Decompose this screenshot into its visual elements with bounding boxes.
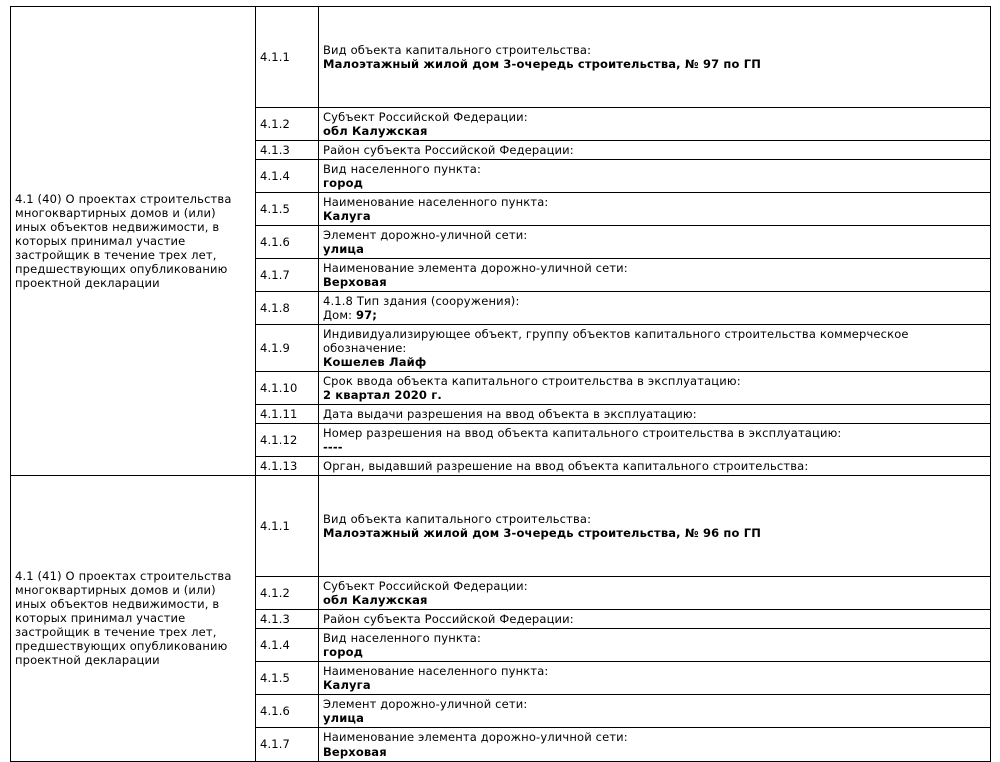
row-value: ---- [323,440,343,455]
row-number: 4.1.2 [256,108,319,141]
row-inline-label: Дом: [323,308,356,323]
row-body [319,457,991,476]
row-label: Вид населенного пункта: [323,631,482,646]
row-label: Номер разрешения на ввод объекта капитального строительства в эксплуатацию: [323,426,842,441]
section-label: 4.1 (41) О проектах строительства многоквартирных домов и (или) иных объектов недвижимости, в которых принимал участие застройщик в течение трех лет, предшествующих опубликованию проектной декларации [15,569,232,668]
row-number: 4.1.6 [256,695,319,728]
row-number: 4.1.12 [256,424,319,457]
row-number: 4.1.13 [256,457,319,476]
row-value: Калуга [323,678,371,693]
row-label: Наименование населенного пункта: [323,664,549,679]
row-value: обл Калужская [323,593,428,608]
row-body [319,7,991,108]
row-body [319,141,991,160]
row-label: Субъект Российской Федерации: [323,110,528,124]
row-label: Срок ввода объекта капитального строительства в эксплуатацию: [323,374,741,389]
row-number: 4.1.11 [256,405,319,424]
row-label: Дата выдачи разрешения на ввод объекта в эксплуатацию: [323,407,697,422]
row-body [319,259,991,292]
row-number: 4.1.10 [256,372,319,405]
row-body [319,629,991,662]
row-body [319,662,991,695]
row-body [319,226,991,259]
row-number: 4.1.3 [256,610,319,629]
row-value: Верховая [323,744,387,759]
row-body [319,610,991,629]
row-value: улица [323,711,365,726]
row-body [319,424,991,457]
row-number: 4.1.1 [256,7,319,108]
row-value: город [323,176,364,191]
row-label: Элемент дорожно-уличной сети: [323,228,528,243]
row-label: Наименование элемента дорожно-уличной сети: [323,730,628,745]
row-body [319,695,991,728]
row-body [319,193,991,226]
row-label: Наименование населенного пункта: [323,195,549,210]
row-label: Элемент дорожно-уличной сети: [323,697,528,712]
row-value: Кошелев Лайф [323,355,427,370]
row-label: Вид объекта капитального строительства: [323,512,592,527]
row-body [319,160,991,193]
row-body [319,405,991,424]
section-label: 4.1 (40) О проектах строительства многоквартирных домов и (или) иных объектов недвижимости, в которых принимал участие застройщик в течение трех лет, предшествующих опубликованию проектной декларации [15,192,232,291]
row-inline-value: 97; [355,308,378,323]
row-label: Район субъекта Российской Федерации: [323,143,574,158]
row-body [319,325,991,372]
row-number: 4.1.7 [256,259,319,292]
row-label: Наименование элемента дорожно-уличной сети: [323,261,628,276]
row-label: Субъект Российской Федерации: [323,579,528,594]
row-subvalue [323,308,986,322]
row-value: город [323,645,364,660]
row-number: 4.1.3 [256,141,319,160]
declaration-table [10,6,991,762]
row-body [319,372,991,405]
row-number: 4.1.4 [256,160,319,193]
row-number: 4.1.8 [256,292,319,325]
row-number: 4.1.7 [256,728,319,761]
row-body [319,476,991,577]
row-value: Малоэтажный жилой дом 3-очередь строительства, № 97 по ГП [323,57,761,71]
row-number: 4.1.4 [256,629,319,662]
row-number: 4.1.5 [256,193,319,226]
row-body [319,292,991,325]
row-value: 2 квартал 2020 г. [323,388,442,403]
row-value: обл Калужская [323,124,428,139]
table-row [11,476,991,577]
row-body [319,577,991,610]
row-number: 4.1.5 [256,662,319,695]
table-row [11,7,991,108]
row-number: 4.1.2 [256,577,319,610]
row-body [319,728,991,761]
section-header-cell [11,476,256,761]
row-number: 4.1.1 [256,476,319,577]
row-number: 4.1.9 [256,325,319,372]
row-label: 4.1.8 Тип здания (сооружения): [323,294,520,309]
row-value: улица [323,242,365,257]
row-value: Малоэтажный жилой дом 3-очередь строительства, № 96 по ГП [323,526,761,541]
declaration-table-body [11,7,991,762]
row-body [319,108,991,141]
row-label: Район субъекта Российской Федерации: [323,612,574,627]
section-header-cell [11,7,256,476]
row-value: Верховая [323,275,387,290]
row-label: Вид объекта капитального строительства: [323,42,592,57]
row-label: Орган, выдавший разрешение на ввод объекта капитального строительства: [323,459,809,474]
row-label: Индивидуализирующее объект, группу объектов капитального строительства коммерческое обозначение: [323,327,909,356]
row-value: Калуга [323,209,371,224]
row-number: 4.1.6 [256,226,319,259]
row-label: Вид населенного пункта: [323,162,482,177]
